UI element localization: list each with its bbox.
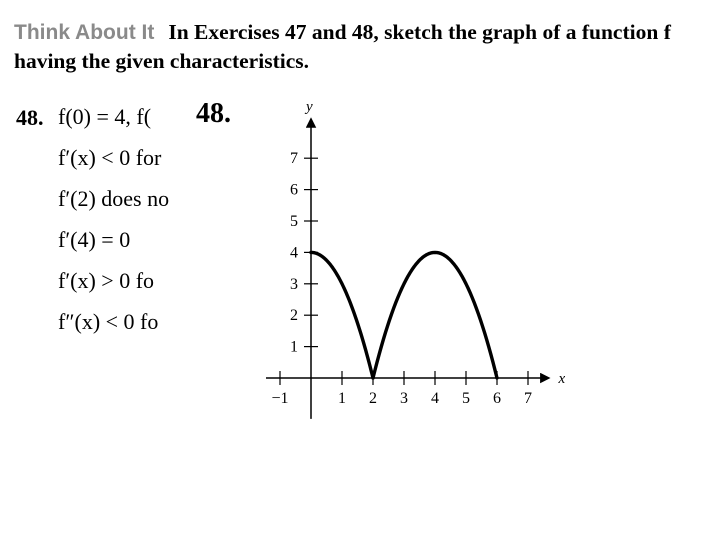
x-tick-label: 5: [462, 390, 470, 407]
x-tick-label: 3: [400, 390, 408, 407]
y-tick-label: 5: [290, 213, 298, 230]
x-tick-label: 4: [431, 390, 439, 407]
y-tick-label: 7: [290, 150, 298, 168]
curves: [311, 252, 497, 378]
condition-line: f′(4) = 0: [58, 227, 131, 252]
section-label: Think About It: [14, 21, 155, 44]
x-tick-label: 7: [524, 390, 532, 407]
condition-line: f″(x) < 0 fo: [58, 309, 159, 334]
function-curve: [311, 252, 373, 378]
x-tick-label: 2: [369, 390, 377, 407]
instructions-text: In Exercises 47 and 48, sketch the graph of a function f having the given characteristics.: [14, 20, 671, 73]
y-tick-label: 4: [290, 244, 298, 262]
x-tick-label: 1: [338, 390, 346, 407]
function-curve: [373, 252, 497, 378]
overlay-problem-number: 48.: [196, 98, 231, 129]
condition-line: f′(2) does no: [58, 186, 170, 211]
axes: [266, 99, 566, 419]
y-tick-label: 3: [290, 275, 298, 293]
conditions-list: [58, 99, 188, 349]
instructions-header: [14, 18, 714, 76]
y-tick-label: 6: [290, 181, 298, 199]
y-axis-label: y: [306, 99, 313, 115]
condition-line: f′(x) > 0 fo: [58, 268, 155, 293]
condition-line: f′(x) < 0 for: [58, 145, 162, 170]
x-tick-label: −1: [271, 390, 289, 407]
x-axis-label: x: [558, 371, 566, 387]
problem-number: 48.: [16, 105, 44, 130]
x-tick-label: 6: [493, 390, 501, 407]
y-tick-label: 2: [290, 307, 298, 325]
condition-line: f(0) = 4, f(: [58, 104, 152, 129]
y-tick-label: 1: [290, 338, 298, 356]
function-graph: [255, 95, 595, 425]
